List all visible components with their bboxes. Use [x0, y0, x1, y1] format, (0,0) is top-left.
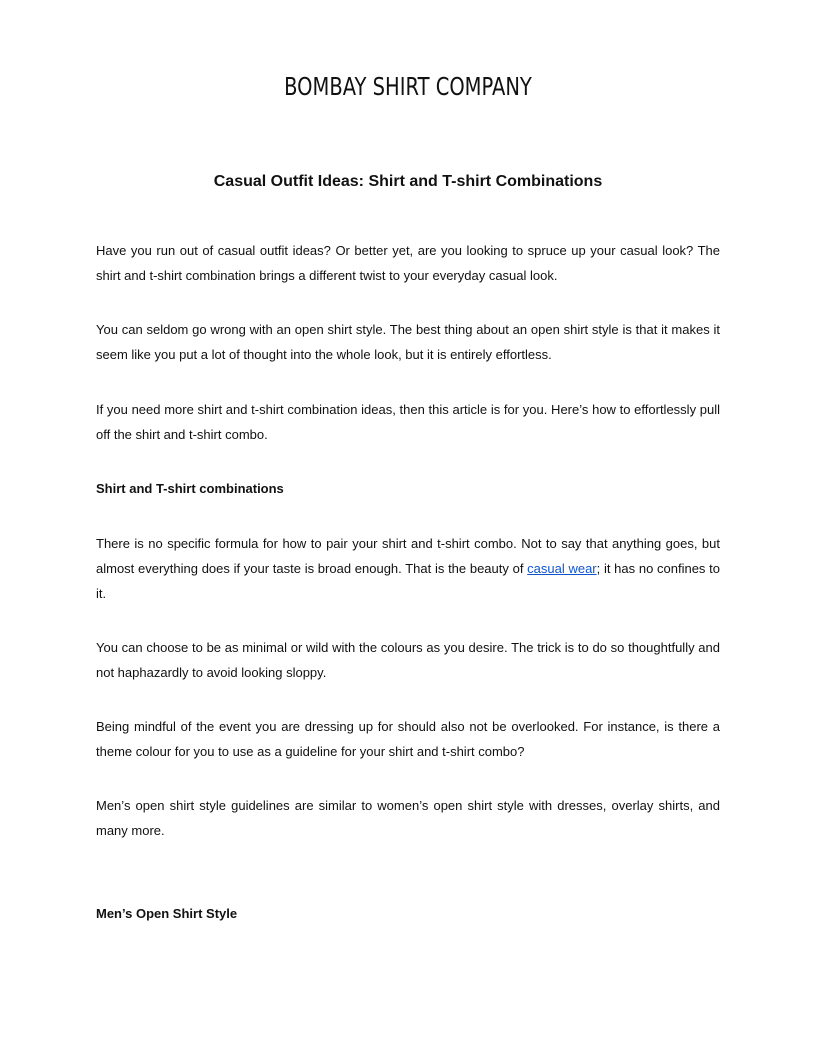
paragraph-guidelines: [96, 793, 720, 843]
paragraph-text: [96, 531, 720, 606]
paragraph-colours: [96, 635, 720, 685]
section-heading-combinations: Shirt and T-shirt combinations: [96, 481, 284, 496]
article-title: Casual Outfit Ideas: Shirt and T-shirt Combinations: [213, 173, 603, 190]
paragraph-text: You can seldom go wrong with an open shirt style. The best thing about an open shirt style is that it makes it seem like you put a lot of thought into the whole look, but it is entirely effortless.: [96, 322, 720, 362]
paragraph-text-after-link: ; it has no confines to it.: [96, 561, 720, 601]
paragraph-text-before-link: There is no specific formula for how to pair your shirt and t-shirt combo. Not to say that anything goes, but almost everything does if your taste is broad enough. That is the beauty of: [96, 536, 720, 576]
paragraph-formula: [96, 531, 720, 606]
paragraph-open-shirt: [96, 317, 720, 367]
brand-logo: BOMBAY SHIRT COMPANY: [284, 72, 532, 101]
paragraph-intro: [96, 238, 720, 288]
paragraph-text: You can choose to be as minimal or wild with the colours as you desire. The trick is to do so thoughtfully and not haphazardly to avoid looking sloppy.: [96, 640, 720, 680]
paragraph-text: Have you run out of casual outfit ideas? Or better yet, are you looking to spruce up your casual look? The shirt and t-shirt combination brings a different twist to your everyday casual look.: [96, 243, 720, 283]
paragraph-event: [96, 714, 720, 764]
paragraph-text: If you need more shirt and t-shirt combination ideas, then this article is for you. Here’s how to effortlessly pull off the shirt and t-shirt combo.: [96, 402, 720, 442]
section-heading-mens-open-shirt: Men’s Open Shirt Style: [96, 906, 238, 921]
paragraph-more-ideas: [96, 397, 720, 447]
paragraph-text: Being mindful of the event you are dressing up for should also not be overlooked. For instance, is there a theme colour for you to use as a guideline for your shirt and t-shirt combo?: [96, 719, 720, 759]
paragraph-text: Men’s open shirt style guidelines are similar to women’s open shirt style with dresses, overlay shirts, and many more.: [96, 798, 720, 838]
casual-wear-link[interactable]: casual wear: [527, 561, 597, 576]
